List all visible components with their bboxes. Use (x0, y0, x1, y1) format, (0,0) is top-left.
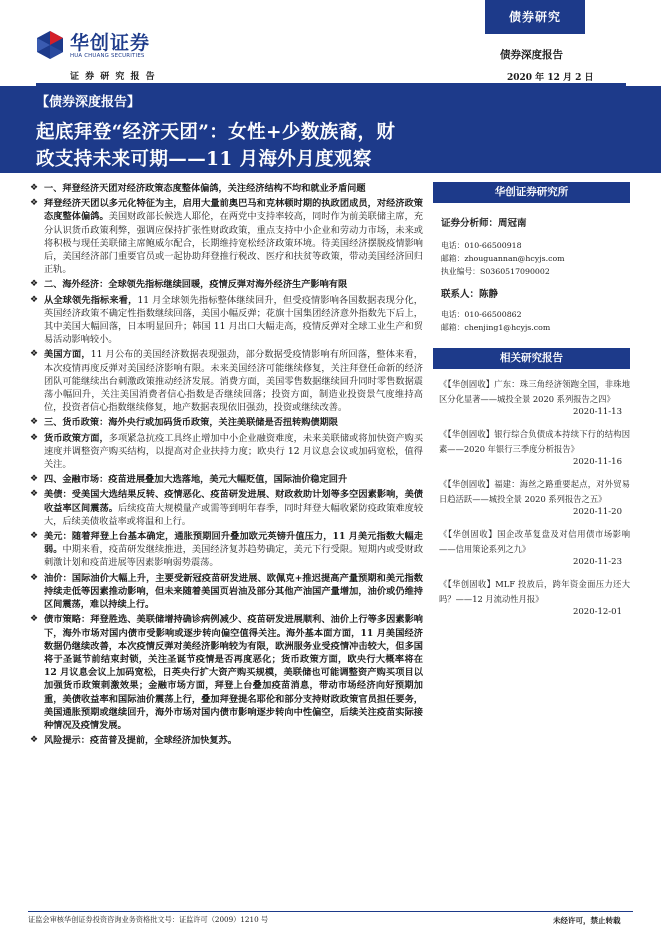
paragraph-body: 11 月全球领先指标整体继续回升，但受疫情影响各国数据表现分化，英国经济政策不确定性指数继续回落，美国小幅反弹；花旗十国集团经济意外指数先下后上，其中美国大幅回落，日本明显回升；韩国 11 月出口大幅走高，疫情反弹对全球工业生产和贸易活动影响较小。 (44, 294, 423, 346)
logo-name: 华创证券 (70, 32, 151, 54)
analyst-phone: 电话：010-66500918 (441, 241, 522, 250)
summary-column (28, 182, 423, 749)
summary-paragraph (28, 488, 423, 528)
bullet-icon: ❖ (30, 735, 39, 746)
bullet-icon: ❖ (30, 432, 39, 443)
paragraph-lead: 货币政策方面， (44, 432, 109, 444)
analyst-license: 执业编号：S0360517090002 (441, 267, 550, 276)
bullet-icon: ❖ (30, 572, 39, 583)
contact-email[interactable]: 邮箱：chenjing1@hcyjs.com (441, 323, 551, 332)
related-report-link[interactable]: 《【华创固收】福建：海丝之路重要起点，对外贸易日趋活跃——城投全景 2020 系列报告之五》 (439, 479, 630, 504)
summary-paragraph (28, 734, 423, 747)
paragraph-body: 中期来看，疫苗研发继续推进，美国经济复苏趋势确定，美元下行受限。短期内或受财政刺激计划和疫苗进展等因素影响弱势震荡。 (44, 544, 424, 569)
paragraph-body: 后续疫苗大规模量产或需等到明年春季，同时拜登大幅收紧防疫政策难度较大，后续美债收益率或将温和上行。 (44, 502, 424, 527)
section-heading-text: 三、货币政策：海外央行或加码货币政策，关注美联储是否扭转购债期限 (44, 417, 338, 429)
paragraph-lead: 风险提示：疫苗普及提前，全球经济加快复苏。 (44, 735, 237, 747)
analyst-email[interactable]: 邮箱：zhouguannan@hcyjs.com (441, 254, 565, 263)
summary-paragraph (28, 530, 423, 570)
bullet-icon: ❖ (30, 531, 39, 542)
related-report-date: 2020-11-13 (572, 407, 622, 417)
section-heading-text: 一、拜登经济天团对经济政策态度整体偏鸽，关注经济结构不均和就业矛盾问题 (44, 183, 366, 194)
report-title-line-1: 起底拜登“经济天团”：女性+少数族裔，财 (36, 122, 396, 143)
section-heading-text: 四、金融市场：疫苗进展叠加大选落地，美元大幅贬值，国际油价稳定回升 (44, 474, 348, 486)
paragraph-lead: 债市策略：拜登胜选、美联储增持确诊病例减少、疫苗研发进展顺利、油价上行等多因素影响下，海外市场对国内债市受影响或逐步转向偏空值得关注。海外基本面方面，11 月美国经济数据仍继续改善，本次疫情反弹对美经济影响较为有限，欧洲服务业受疫情冲击较大，但多国将于圣诞节前结束封锁，关注圣诞节疫情是否再度恶化；货币政策方面，欧央行大概率将在 12 月议息会议上加码宽松，日英央行扩大资产购买规模，美联储也可能调整资产购买项目以加强货币政策刺激效果；金融市场方面，拜登上台叠加疫苗消息，带动市场经济向好预期加重，美债收益率和国际油价震荡上行，叠加拜登提名耶伦和部分支持财政政策官员担任要务，美国通胀预期或继续回升，海外市场对国内债市影响逐步转向中性偏空，后续关注疫苗实际接种情况及疫情发展。 (44, 614, 423, 731)
bullet-icon: ❖ (30, 294, 39, 305)
summary-paragraph (28, 197, 423, 276)
paragraph-lead: 美债：受美国大选结果反转、疫情恶化、疫苗研发进展、财政救助计划等多空因素影响，美债收益率区间震荡。 (44, 489, 423, 514)
related-report-date: 2020-11-16 (572, 457, 622, 467)
bullet-icon: ❖ (30, 417, 39, 428)
bullet-icon: ❖ (30, 614, 39, 625)
section-heading (28, 473, 423, 486)
bullet-icon: ❖ (30, 349, 39, 360)
paragraph-body: 11 月公布的美国经济数据表现强劲，部分数据受疫情影响有所回落，整体来看，本次疫情再度反弹对美国经济影响有限。未来美国经济可能继续修复，关注拜登任命新的经济团队可能继续出台刺激政策推动经济发展。消费方面，美国零售数据继续回升同时零售数据震荡小幅回升，关注美国消费者信心指数是否继续回落；投资方面，制造业投资景气度维持高位，投资者信心指数继续修复，地产数据表现依旧强劲，投资或继续改善。 (44, 349, 423, 414)
document-type: 债券深度报告 (500, 49, 563, 61)
paragraph-body: 美国财政部长候选人耶伦，在两党中支持率较高，同时作为前美联储主席，充分认识货币政策利弊，强调应保持扩张性财政政策，重点支持中小企业和劳动力市场，未来或将积极与现任美联储主席鲍威尔配合，长期维持宽松经济政策环境。待美国经济摆脱疫情影响后，美国经济部门重要官员或一起协助拜登推行税改、医疗和扶贫等政策，带动美国经济回归正轨。 (44, 211, 424, 276)
bullet-icon: ❖ (30, 279, 39, 290)
bullet-icon: ❖ (30, 474, 39, 485)
related-report-link[interactable]: 《【华创固收】MLF 投放后，跨年资金面压力还大吗？——12 月流动性月报》 (439, 579, 630, 604)
bullet-icon: ❖ (30, 183, 39, 193)
summary-paragraph (28, 294, 423, 347)
section-heading (28, 182, 423, 195)
category-tag: 债券研究 (485, 0, 585, 34)
summary-paragraph (28, 432, 423, 472)
summary-paragraph (28, 348, 423, 414)
related-report-date: 2020-11-23 (572, 557, 622, 567)
section-heading (28, 416, 423, 429)
logo-subtitle: HUA CHUANG SECURITIES (70, 53, 145, 59)
report-tagline: 证 券 研 究 报 告 (70, 72, 157, 82)
paragraph-lead: 拜登经济天团以多元化特征为主，启用大量前奥巴马和克林顿时期的执政团成员，对经济政策态度整体偏鸽。 (44, 198, 423, 223)
related-report-link[interactable]: 《【华创固收】国企改革复盘及对信用债市场影响——信用策论系列之九》 (439, 529, 630, 554)
related-report-link[interactable]: 《【华创固收】广东：珠三角经济领跑全国，非珠地区分化显著——城投全景 2020 系列报告之四》 (439, 379, 630, 404)
section-heading-text: 二、海外经济：全球领先指标继续回暖，疫情反弹对海外经济生产影响有限 (44, 279, 348, 291)
bullet-icon: ❖ (30, 198, 39, 209)
paragraph-lead: 从全球领先指标来看， (44, 294, 138, 306)
footer-divider (28, 911, 633, 912)
paragraph-lead: 美国方面， (44, 349, 91, 361)
contact-name: 联系人：陈静 (441, 289, 499, 300)
logo-mark-icon (36, 30, 64, 60)
company-logo (36, 26, 158, 66)
copyright-notice: 未经许可，禁止转载 (553, 916, 621, 925)
analyst-name: 证券分析师：周冠南 (441, 218, 527, 229)
section-heading (28, 278, 423, 291)
related-report-date: 2020-11-20 (572, 507, 622, 517)
license-notice: 证监会审核华创证券投资咨询业务资格批文号：证监许可（2009）1210 号 (28, 915, 269, 924)
paragraph-lead: 美元：随着拜登上台基本确定，通胀预期回升叠加欧元英镑升值压力，11 月美元指数大幅走弱。 (44, 531, 423, 556)
contact-phone: 电话：010-66500862 (441, 310, 522, 319)
institute-heading: 华创证券研究所 (433, 182, 630, 203)
related-reports-heading: 相关研究报告 (433, 348, 630, 369)
summary-paragraph (28, 572, 423, 612)
related-report-link[interactable]: 《【华创固收】银行综合负债成本持续下行的结构因素——2020 年银行三季度分析报告》 (439, 429, 630, 454)
summary-paragraph (28, 613, 423, 732)
related-report-date: 2020-12-01 (572, 607, 622, 617)
sidebar (433, 182, 630, 619)
related-reports-list (433, 377, 630, 619)
report-title-line-2: 政支持未来可期——11 月海外月度观察 (36, 149, 372, 170)
paragraph-body: 多项紧急抗疫工具终止增加中小企业融资难度，未来美联储或将加快资产购买速度并调整资产购买结构，以提高对企业扶持力度；欧央行 12 月议息会议或加码宽松，值得关注。 (44, 432, 424, 471)
paragraph-lead: 油价：国际油价大幅上升，主要受新冠疫苗研发进展、欧佩克+推迟提高产量预期和美元指数持续走低等因素推动影响，但未来随着美国页岩油及部分其他产油国产量增加，油价或仍维持区间震荡，难以持续上行。 (44, 572, 423, 611)
report-date: 2020 年 12 月 2 日 (507, 73, 594, 83)
bullet-icon: ❖ (30, 489, 39, 500)
title-tag: 【债券深度报告】 (36, 95, 141, 110)
